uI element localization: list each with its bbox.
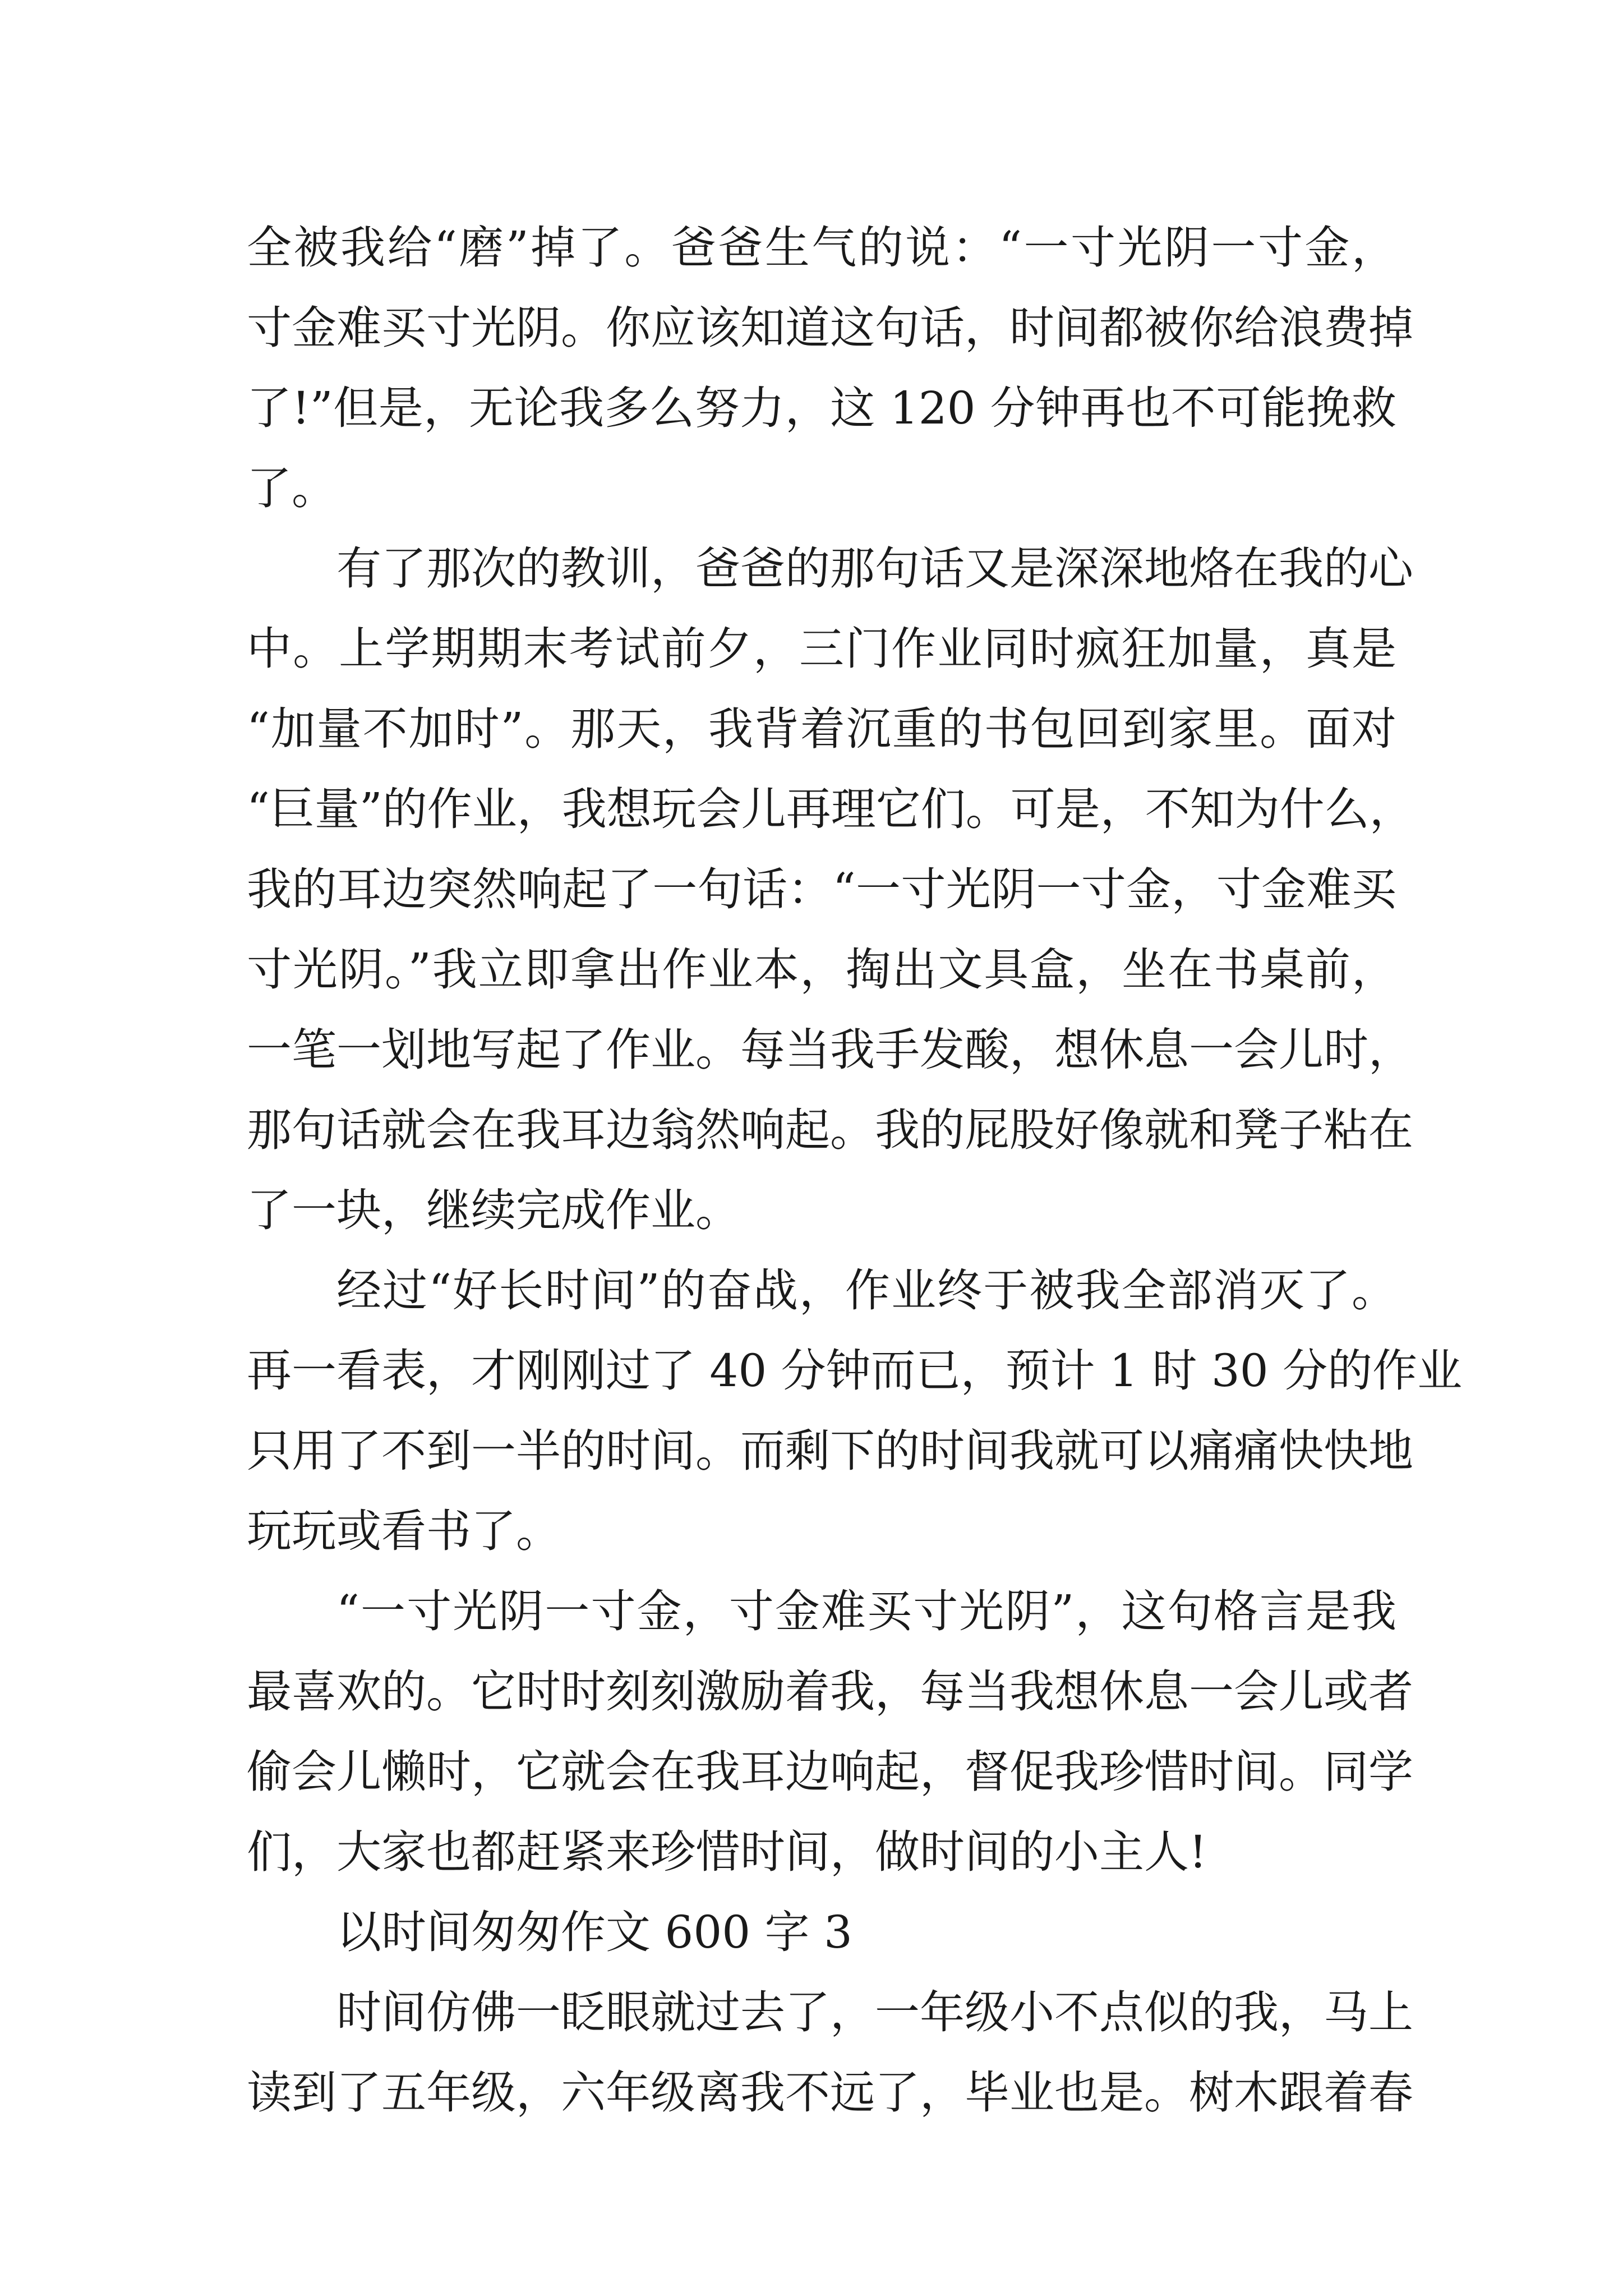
text-line: 了!”但是，无论我多么努力，这 120 分钟再也不可能挽救 xyxy=(247,382,1396,434)
paragraph-first-line: “一寸光阴一寸金，寸金难买寸光阴”，这句格言是我 xyxy=(336,1585,1396,1637)
text-line: 寸光阴。”我立即拿出作业本，掏出文具盒，坐在书桌前， xyxy=(247,944,1396,996)
text-line: 再一看表，才刚刚过了 40 分钟而已，预计 1 时 30 分的作业 xyxy=(247,1345,1463,1397)
text-line: 了。 xyxy=(247,462,336,514)
text-line: 中。上学期期末考试前夕，三门作业同时疯狂加量，真是 xyxy=(247,623,1396,675)
text-line: 们，大家也都赶紧来珍惜时间，做时间的小主人! xyxy=(247,1826,1207,1878)
text-line: 了一块，继续完成作业。 xyxy=(247,1184,740,1236)
text-line: 玩玩或看书了。 xyxy=(247,1505,561,1557)
text-line: 读到了五年级，六年级离我不远了，毕业也是。树木跟着春 xyxy=(247,2067,1413,2119)
paragraph-first-line: 有了那次的教训，爸爸的那句话又是深深地烙在我的心 xyxy=(336,542,1413,595)
essay-text xyxy=(247,208,1463,2133)
text-line: 那句话就会在我耳边翁然响起。我的屁股好像就和凳子粘在 xyxy=(247,1104,1413,1156)
text-line: 最喜欢的。它时时刻刻激励着我，每当我想休息一会儿或者 xyxy=(247,1665,1413,1718)
text-line: 偷会儿懒时，它就会在我耳边响起，督促我珍惜时间。同学 xyxy=(247,1746,1413,1798)
text-line: “巨量”的作业，我想玩会儿再理它们。可是，不知为什么， xyxy=(247,783,1414,835)
paragraph-first-line: 经过“好长时间”的奋战，作业终于被我全部消灭了。 xyxy=(336,1264,1396,1317)
text-line: 我的耳边突然响起了一句话：“一寸光阴一寸金，寸金难买 xyxy=(247,863,1396,915)
text-line: 全被我给“磨”掉了。爸爸生气的说：“一寸光阴一寸金， xyxy=(247,222,1396,274)
paragraph-first-line: 时间仿佛一眨眼就过去了，一年级小不点似的我，马上 xyxy=(336,1986,1413,2039)
text-line: 只用了不到一半的时间。而剩下的时间我就可以痛痛快快地 xyxy=(247,1425,1413,1477)
section-heading: 以时间匆匆作文 600 字 3 xyxy=(336,1906,852,1958)
text-line: 一笔一划地写起了作业。每当我手发酸，想休息一会儿时， xyxy=(247,1024,1413,1076)
text-line: 寸金难买寸光阴。你应该知道这句话，时间都被你给浪费掉 xyxy=(247,302,1413,354)
text-line: “加量不加时”。那天，我背着沉重的书包回到家里。面对 xyxy=(247,703,1396,755)
